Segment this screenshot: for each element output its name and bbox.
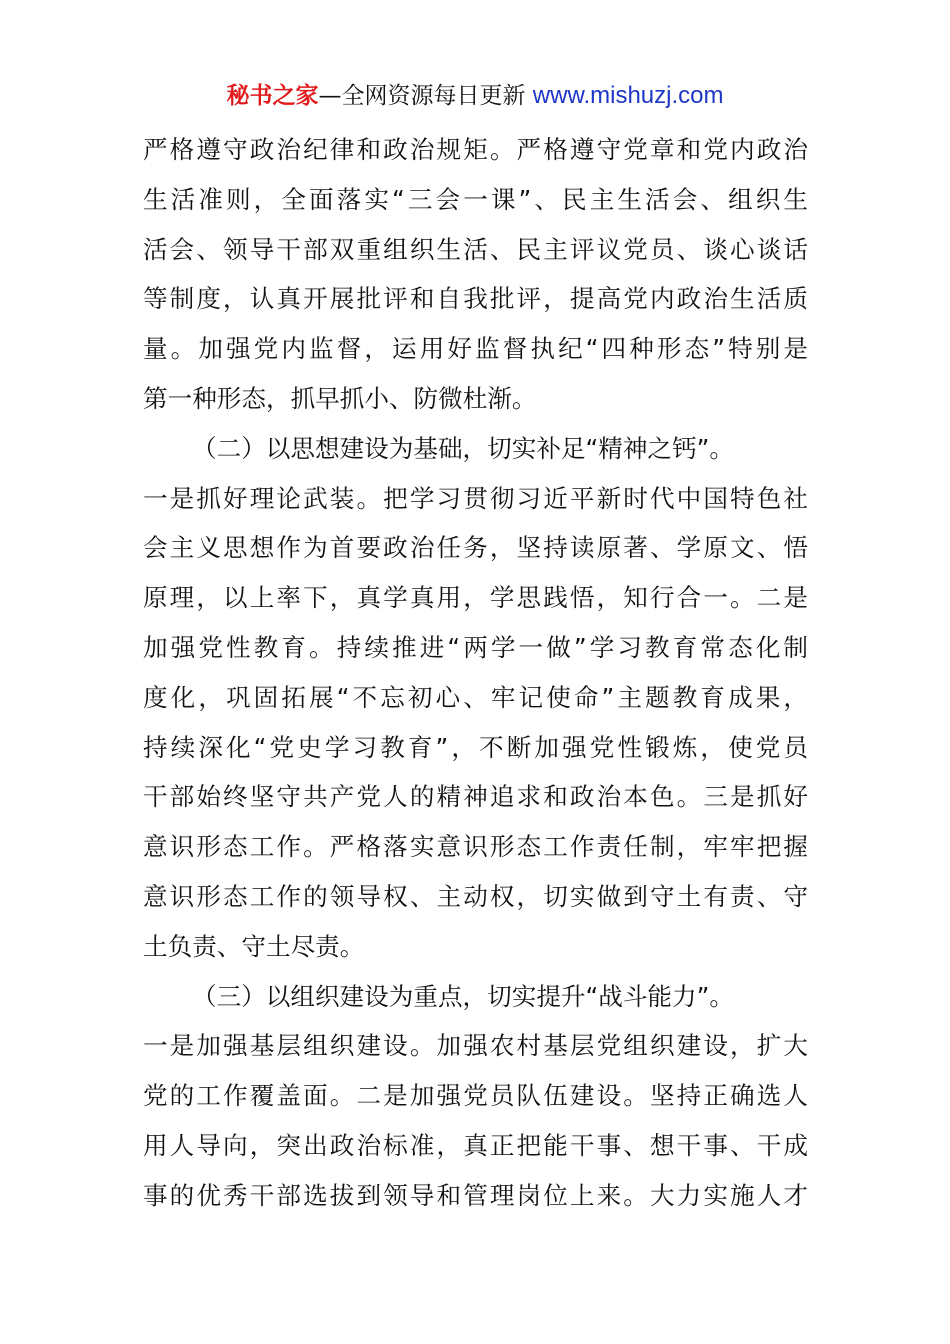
site-url-link[interactable]: www.mishuzj.com xyxy=(532,82,724,109)
text-line: 一是加强基层组织建设。加强农村基层党组织建设，扩大 xyxy=(143,1031,808,1061)
text-line: 活会、领导干部双重组织生活、民主评议党员、谈心谈话 xyxy=(143,234,808,264)
text-line: 度化，巩固拓展“不忘初心、牢记使命”主题教育成果， xyxy=(143,682,808,712)
text-line: 一是抓好理论武装。把学习贯彻习近平新时代中国特色社 xyxy=(143,483,808,513)
text-line: 第一种形态，抓早抓小、防微杜渐。 xyxy=(143,383,537,413)
text-line: 会主义思想作为首要政治任务，坚持读原著、学原文、悟 xyxy=(143,533,808,563)
document-body xyxy=(143,125,808,1221)
text-line: 生活准则，全面落实“三会一课”、民主生活会、组织生 xyxy=(143,184,808,214)
text-line: 量。加强党内监督，运用好监督执纪“四种形态”特别是 xyxy=(143,334,808,364)
text-line: 党的工作覆盖面。二是加强党员队伍建设。坚持正确选人 xyxy=(143,1081,808,1111)
section-heading-2: （二）以思想建设为基础，切实补足“精神之钙”。 xyxy=(192,433,734,463)
text-line: 意识形态工作。严格落实意识形态工作责任制，牢牢把握 xyxy=(143,832,808,862)
text-line: 原理，以上率下，真学真用，学思践悟，知行合一。二是 xyxy=(143,583,808,613)
text-line: 等制度，认真开展批评和自我批评，提高党内政治生活质 xyxy=(143,284,808,314)
site-header xyxy=(0,80,950,112)
text-line: 严格遵守政治纪律和政治规矩。严格遵守党章和党内政治 xyxy=(143,135,808,164)
section-heading-3: （三）以组织建设为重点，切实提升“战斗能力”。 xyxy=(192,981,734,1011)
text-line: 持续深化“党史学习教育”，不断加强党性锻炼，使党员 xyxy=(143,732,808,762)
text-line: 加强党性教育。持续推进“两学一做”学习教育常态化制 xyxy=(143,632,808,662)
text-line: 事的优秀干部选拔到领导和管理岗位上来。大力实施人才 xyxy=(143,1180,808,1210)
text-line: 意识形态工作的领导权、主动权，切实做到守土有责、守 xyxy=(143,881,808,911)
site-brand: 秘书之家 xyxy=(226,83,319,109)
text-line: 土负责、守土尽责。 xyxy=(143,931,365,961)
site-slogan: —全网资源每日更新 xyxy=(318,83,526,109)
text-line: 干部始终坚守共产党人的精神追求和政治本色。三是抓好 xyxy=(143,782,808,812)
text-line: 用人导向，突出政治标准，真正把能干事、想干事、干成 xyxy=(143,1130,808,1160)
